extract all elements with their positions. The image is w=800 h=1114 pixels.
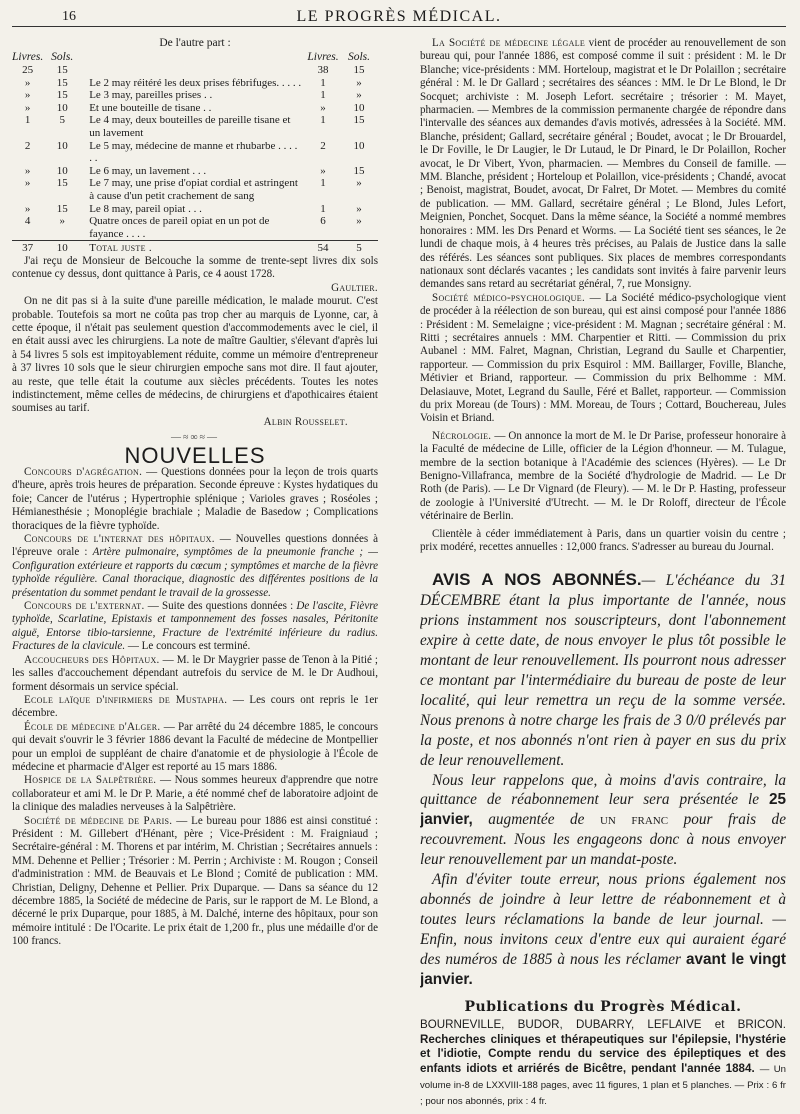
ledger-livres-left: » [24,177,31,190]
news-item-hospice [12,774,378,814]
total-label: Total juste . [81,241,306,255]
ledger-sols-right: 15 [353,64,365,76]
ledger-livres-left: » [24,164,31,177]
notice-subscribers [420,570,786,989]
ledger-row [12,140,378,165]
ledger-sols-left: 15 [56,202,68,215]
ledger-livres-right: 2 [320,139,326,152]
ledger-sols-left: 10 [56,139,68,152]
notice-deadline-bold: avant le vingt janvier. [420,950,786,988]
news-body: — Les cours ont repris le 1er décembre. [12,693,378,720]
right-column [420,37,786,1110]
notice-paragraph-2c: pour frais de recouvrement. Nous les engageons donc à nous envoyer leur renouvellement par un mandat-poste. [420,811,786,869]
ledger-row [12,215,378,241]
news-item-internat [12,533,378,600]
ledger-sols-right: 15 [353,164,365,177]
notice-paragraph-2b: augmentée de [488,811,585,829]
news-body-italic: De l'ascite, Fièvre typhoïde, Scarlatine, Epistaxis et tamponnement des fosses nasales, Péritonite aiguë, Entorse tibio-tarsienne, Fracture de l'extrémité inférieure du radius. Fractures de la clavicule. [12,600,378,653]
news-item-accoucheurs [12,654,378,694]
total-sols-right: 5 [340,241,378,255]
ledger-livres-left: 4 [24,215,31,228]
ledger-livres-right: 1 [320,202,326,215]
ledger-sols-right: 15 [353,114,365,127]
ledger-sols-right: » [356,202,362,215]
ledger-livres-left: » [24,202,31,215]
ledger-row [12,102,378,115]
news-item-societe-paris [12,815,378,949]
news-body: vient de procéder au renouvellement de son bureau qui, pour l'année 1886, est composé comme il suit : président : M. le Dr Blanche; vice-présidents : MM. Horteloup, magistrat et le Dr Polaillon ; secrétaire général : M. le Dr Gallard ; secrétaires des séances : MM. le Dr Le Blond, le Dr Socquet; archiviste : M. Joseph Lefort. secrétaire ; trésorier : M. Mayet, pharmacien. — Membres de la commission permanente chargée de répondre dans l'intervalle des séances aux demandes d'avis motivés, adressées à la Société. MM. Blanche, président; Gallard, secrétaire général ; Boudet, avocat ; le Dr Brouardel, le Dr Foville, le Dr Laugier, le Dr Lutaud, le Dr Pinard, le Dr Polaillon, Rocher avocat, le Dr Vibert, Yvon, pharmacien. — Membres du Conseil de famille. — MM. Blanche, président ; Horteloup et Polaillon, vice-présidents ; Chandé, avocat ; Benoist, magistrat, Boudet, avocat, Dr Falret, Dr Motet. — Membres du comité de publication. — MM. Gallard, secrétaire général ; Le Blond, Jules Lefort, Meignien, Ponchet, Socquet. Dans la même séance, la Société a nommé membres honoraires : MM. les Drs Penard et Worms. — La Société tient ses séances, le 2e lundi de chaque mois, à 4 heures très précises, au Palais de Justice dans la salle des référés. Les séances sont publiques. Six places de membres correspondants nationaux sont déclarés vacantes ; les candidats sont invités à faire parvenir leurs demandes sans retard au secrétariat général, 7, rue Monsigny. [420,37,786,291]
ledger-livres-right: » [320,164,326,177]
journal-title: LE PROGRÈS MÉDICAL. [296,8,502,25]
news-item-agregation [12,466,378,533]
ledger-item-description [81,64,306,77]
news-body: — Suite des questions données : [147,600,294,613]
news-body: — Questions données pour la leçon de trois quarts d'heure, après trois heures de préparation. Seconde épreuve : Kystes hydatiques du foie; Cancer de l'utérus ; Hypertrophie splénique ; Varioles graves ; Roséoles ; Hémianesthésie ; Monoplégie brachiale ; Maladie de Basedow ; Complications thoraciques de la fièvre typhoïde. [12,466,378,532]
news-head: Société de médecine de Paris. [24,814,173,827]
ledger-item-description: Le 7 may, une prise d'opiat cordial et astringent à cause d'un petit crachement de sang [89,177,298,202]
publications-title: Publications du Progrès Médical. [464,999,742,1016]
total-sols-left: 10 [43,241,81,255]
publication-details: — Un volume in-8 de LXXVIII-188 pages, avec 11 figures, 1 plan et 5 planches. — Prix : 6 fr ; pour nos abonnés, prix : 4 fr. [420,1064,786,1107]
total-livres-right: 54 [306,241,340,255]
columns [12,37,786,1110]
news-body: — On annonce la mort de M. le Dr Parise, professeur honoraire à la Faculté de médecine de Lille, officier de la Légion d'honneur. — M. Tulague, membre de la section botanique à l'Académie des sciences (Hyères). — Le Dr Benigno-Villafranca, membre de la Société d'hydrologie de Madrid. — Le Dr Roth (de Paris). — Le Dr Vignard (de Fleury). — M. le Dr P. Hasting, professeur de zoologie à l'Université d'Utrecht. — M. le Dr Roloff, directeur de l'École vétérinaire de Berlin. [420,429,786,523]
ledger-livres-left: » [24,101,31,114]
ledger-item-description: Le 8 may, pareil opiat . . . [89,202,202,215]
news-body-italic: Artère pulmonaire, symptômes de la pneumonie franche ; — Configuration extérieure et rapports du cœcum ; symptômes et marche de la fièvre typhoïde régulière. Canal thoracique, diagnostic des différentes positions de la présentation du sommet pendant le travail de la grossesse. [12,546,378,599]
ledger-item-description: Et une bouteille de tisane . . [89,101,212,114]
ledger-livres-left: » [24,76,31,89]
notice-title: AVIS A NOS ABONNÉS. [432,570,642,590]
news-head: Concours de l'internat des hôpitaux. [24,533,215,546]
ledger-header-sols-left: Sols. [51,51,74,64]
classified-clientele: Clientèle à céder immédiatement à Paris, dans un quartier voisin du centre ; prix modéré, recettes annuelles : 12,000 francs. S'adresser au bureau du Journal. [420,527,786,554]
news-body: — Nous sommes heureux d'apprendre que notre collaborateur et ami M. le Dr P. Marie, a été nommé chef de laboratoire adjoint de la clinique des maladies nerveuses à la Salpêtrière. [12,774,378,814]
ledger-item-description: Le 5 may, médecine de manne et rhubarbe . . . . . . [89,139,298,165]
notice-paragraph-2: Nous leur rappelons que, à moins d'avis contraire, la quittance de réabonnement leur sera présentée le [420,771,786,809]
page-number: 16 [62,9,76,24]
section-title-nouvelles: NOUVELLES [124,442,266,468]
ornament-divider: —≈∞≈— [170,432,220,444]
news-head: Ecole laïque d'infirmiers de Mustapha. [24,693,228,706]
ledger-sols-right: » [356,215,362,228]
publication-entry [420,1018,786,1110]
ledger-sols-right: » [356,89,362,102]
news-head: Concours de l'externat. [24,600,145,613]
news-body: — La Société médico-psychologique vient de procéder à la réélection de son bureau, qui est ainsi composé pour l'année 1886 : Président : M. Semelaigne ; vice-président : M. Magnan ; secrétaire général : M. Ritti ; secrétaires annuels : MM. Charpentier et Ritti. — Commission du prix Aubanel : MM. Falret, Magnan, Christian, Legrand du Saulle et Charpentier, rapporteur. — Commission du prix Esquirol : MM. Baillarger, Foville, Blanche, Métivier et Briand, rapporteur. — Commission du prix Belhomme : MM. Delasiauve, Motet, Legrand du Saulle, Féré et Ballet, rapporteur. — Commission du prix Moreau (de Tours) : MM. Moreau, de Tours ; Cottard, Bouchereau, Jules Voisin et Briand. [420,291,786,425]
ledger-header-row [12,51,378,64]
ledger-sols-left: 15 [56,64,68,76]
ledger-sols-right: » [356,177,362,190]
ledger-sols-left: 15 [56,89,68,102]
news-head: Hospice de la Salpêtrière. [24,774,157,787]
ledger-header-livres-right: Livres. [307,51,339,64]
ledger-sols-left: 5 [59,114,65,127]
receipt-signature: Gaultier. [331,281,378,294]
ledger-item-description: Le 4 may, deux bouteilles de pareille tisane et un lavement [89,114,291,139]
ledger-sols-right: 10 [353,139,365,152]
ledger-livres-left: » [24,89,31,102]
ledger-sols-left: » [59,215,65,228]
news-item-medico-psycho [420,292,786,426]
ledger-table [12,51,378,255]
ledger-title: De l'autre part : [159,37,231,49]
ledger-sols-right: » [356,76,362,89]
ledger-livres-right: 1 [320,76,326,89]
ledger-item-description: Le 2 may réitéré les deux prises fébrifuges. . . . . [89,76,302,89]
ledger-item-description: Le 3 may, pareilles prises . . [89,89,213,102]
news-item-alger [12,721,378,775]
ledger-livres-right: 6 [320,215,326,228]
notice-date-bold: 25 janvier, [420,791,786,829]
ledger-row [12,77,378,90]
news-body: — Par arrêté du 24 décembre 1885, le concours qui devait s'ouvrir le 3 février 1886 devant la Faculté de médecine de Montpellier pour un emploi de suppléant de chaire d'anatomie et de physiologie à l'École de médecine et pharmacie d'Alger est reporté au 15 mars 1886. [12,720,378,773]
news-head: Société médico-psychologique. [432,291,585,304]
ledger-sols-left: 10 [56,101,68,114]
ledger-row [12,165,378,178]
news-head: Concours d'agrégation. [24,466,143,478]
ledger-livres-right: » [320,101,326,114]
ledger-livres-left: 25 [22,64,34,76]
ledger-sols-left: 15 [56,76,68,89]
publication-authors: BOURNEVILLE, BUDOR, DUBARRY, LEFLAIVE et BRICON. [420,1017,786,1031]
ledger-sols-right: 10 [353,101,365,114]
ledger-total-row [12,241,378,255]
total-livres-left: 37 [12,241,43,255]
notice-paragraph-3: Afin d'éviter toute erreur, nous prions également nos abonnés de joindre à leur lettre de réabonnement et à toutes leurs réclamations la bande de leur journal. — Enfin, nous invitons ceux d'entre eux qui auraient égaré des numéros de 1885 à nous les réclamer [420,871,786,968]
ledger-livres-right: 1 [320,114,326,127]
notice-fee: un franc [599,811,669,829]
news-item-necrologie [420,430,786,524]
ledger-item-description: Le 6 may, un lavement . . . [89,164,207,177]
ledger-row [12,89,378,102]
news-body: — M. le Dr Maygrier passe de Tenon à la Pitié ; les salles d'accouchement dépendant autrefois du service de M. le Dr Audhoui, forment désormais un service spécial. [12,653,378,693]
news-item-medecine-legale [420,37,786,292]
ledger-sols-left: 15 [56,177,68,190]
ledger-item-description: Quatre onces de pareil opiat en un pot de fayance . . . . [89,215,270,240]
comment-text: On ne dit pas si à la suite d'une pareille médication, le malade mourut. C'est probable. Toutefois sa mort ne coûta pas trop cher au marquis de Lyonne, car, à cette époque, il n'était pas seulement question d'accommodements avec le ciel, il en était aussi avec les chirurgiens. La note de maître Gaultier, s'élevant d'après lui à 54 livres 5 sols est impitoyablement réduite, comme un mémoire d'entrepreneur à 37 livres 10 sols que le sieur chirurgien empoche sans mot dire. Il faut ajouter, au reste, que telle était la coutume aux siècles précédents. Toutes les notes indistinctement, même celles de médecins, de chirurgiens et d'apothicaires étaient soumises au tarif. [12,295,378,415]
news-body: — Nouvelles questions données à l'épreuve orale : [12,533,378,559]
ledger-row [12,177,378,202]
news-head: École de médecine d'Alger. [24,720,161,733]
news-body: — Le concours est terminé. [127,640,251,653]
left-column [12,37,378,1110]
ledger-livres-left: 1 [24,114,31,127]
ledger-header-sols-right: Sols. [347,51,371,64]
ledger-livres-right: 1 [320,89,326,102]
notice-paragraph-1: — L'échéance du 31 DÉCEMBRE étant la plus importante de l'année, nous prions instamment nos souscripteurs, dont l'abonnement expire à cette date, de nous envoyer le plus tôt possible le montant de leur renouvellement. Ils pourront nous adresser ce montant par l'intermédiaire du bureau de poste de leur localité, qui leur remettra un reçu de la somme versée. Nous prenons à notre charge les frais de 3 0/0 prélevés par la poste, et nos abonnés n'ont rien à payer en sus du prix de leur renouvellement. [420,572,786,769]
ledger-livres-right: 38 [317,64,329,76]
ledger-row [12,64,378,77]
publication-title: Recherches cliniques et thérapeutiques sur l'épilepsie, l'hystérie et l'idiotie, Compte rendu du service des épileptiques et des enfants idiots et arriérés de Bicêtre, pendant l'année 1884. [420,1032,786,1076]
news-head: Accoucheurs des Hôpitaux. [24,653,160,666]
ledger-row [12,114,378,139]
ledger-livres-right: 1 [320,177,326,190]
author-signature: Albin Rousselet. [263,415,348,428]
ledger-row [12,203,378,216]
news-head: Nécrologie. [432,429,492,442]
ledger-header-livres-left: Livres. [12,51,44,64]
page-header [12,4,786,27]
news-head: La Société de médecine légale [432,37,586,49]
news-item-externat [12,600,378,654]
news-item-mustapha [12,694,378,721]
ledger-livres-left: 2 [24,139,31,152]
receipt-text: J'ai reçu de Monsieur de Belcouche la somme de trente-sept livres dix sols contenue cy dessus, dont quittance à Paris, ce 4 aoust 1728. [12,254,378,281]
ledger-sols-left: 10 [56,164,68,177]
news-body: — Le bureau pour 1886 est ainsi constitué : Président : M. Gillebert d'Hénant, père ; Vice-Président : M. Fraigniaud ; Secrétaire-général : M. Thorens et par intérim, M. Christian ; Secrétaires annuels : MM. Dehenne et Pellier ; Trésorier : M. Perrin ; Archiviste : M. Rougon ; Conseil d'administration : MM. de Beauvais et Le Blond ; Comité de publication : MM. Christian, Deligny, Dehenne et Pellier. Prix Duparque. — Dans sa séance du 12 décembre 1885, la Société de médecine de Paris, sur le rapport de M. Le Blond, a décerné le prix Duparque, pour 1885, à M. Dalché, interne des hôpitaux, pour son mémoire intitulé : De l'Ocarite. Le prix était de 1,200 fr., plus une médaille d'or de 100 francs. [12,814,378,948]
